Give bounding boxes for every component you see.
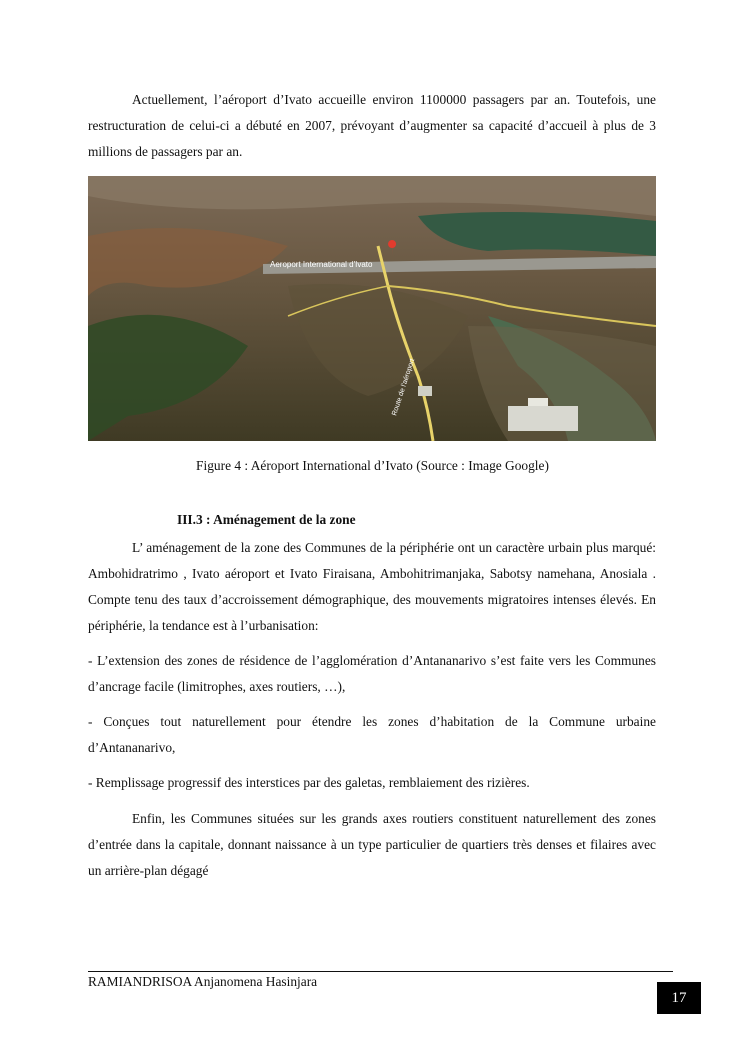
terminal-annex (528, 398, 548, 406)
bullet-item-2: - Conçues tout naturellement pour étendre les zones d’habitation de la Commune urbaine d’Antananarivo, (88, 714, 656, 755)
bullet-item-3: - Remplissage progressif des interstices par des galetas, remblaiement des rizières. (88, 775, 530, 790)
figure-caption: Figure 4 : Aéroport International d’Ivato (Source : Image Google) (196, 458, 549, 473)
airport-map-label: Aeroport International d'Ivato (270, 260, 373, 269)
page-number: 17 (657, 982, 701, 1014)
road-map-label: Route de l'aéroport (391, 358, 417, 417)
footer-author: RAMIANDRISOA Anjanomena Hasinjara (88, 974, 318, 989)
section-intro: L’ aménagement de la zone des Communes de la périphérie ont un caractère urbain plus marqué: Ambohidratrimo , Ivato aéroport et Ivato Firaisana, Ambohitrimanjaka, Sabotsy namehana, Anosiala . Compte tenu des taux d’accroissement démographique, des mouvements migratoires intenses élevés. En périphérie, la tendance est à l’urbanisation: (88, 540, 656, 633)
conclusion-paragraph: Enfin, les Communes situées sur les grands axes routiers constituent naturellement des zones d’entrée dans la capitale, donnant naissance à un type particulier de quartiers très denses et filaires avec un arrière-plan dégagé (88, 811, 656, 878)
section-heading: III.3 : Aménagement de la zone (177, 512, 356, 527)
footer-divider (88, 971, 673, 972)
building (418, 386, 432, 396)
bullet-item-1: - L’extension des zones de résidence de l’agglomération d’Antananarivo s’est faite vers les Communes d’ancrage facile (limitrophes, axes routiers, …), (88, 653, 656, 694)
aerial-photo (88, 176, 656, 441)
terminal-building (508, 406, 578, 431)
intro-paragraph: Actuellement, l’aéroport d’Ivato accueille environ 1100000 passagers par an. Toutefois, une restructuration de celui-ci a débuté en 2007, prévoyant d’augmenter sa capacité d’accueil à plus de 3 millions de passagers par an. (88, 92, 656, 159)
